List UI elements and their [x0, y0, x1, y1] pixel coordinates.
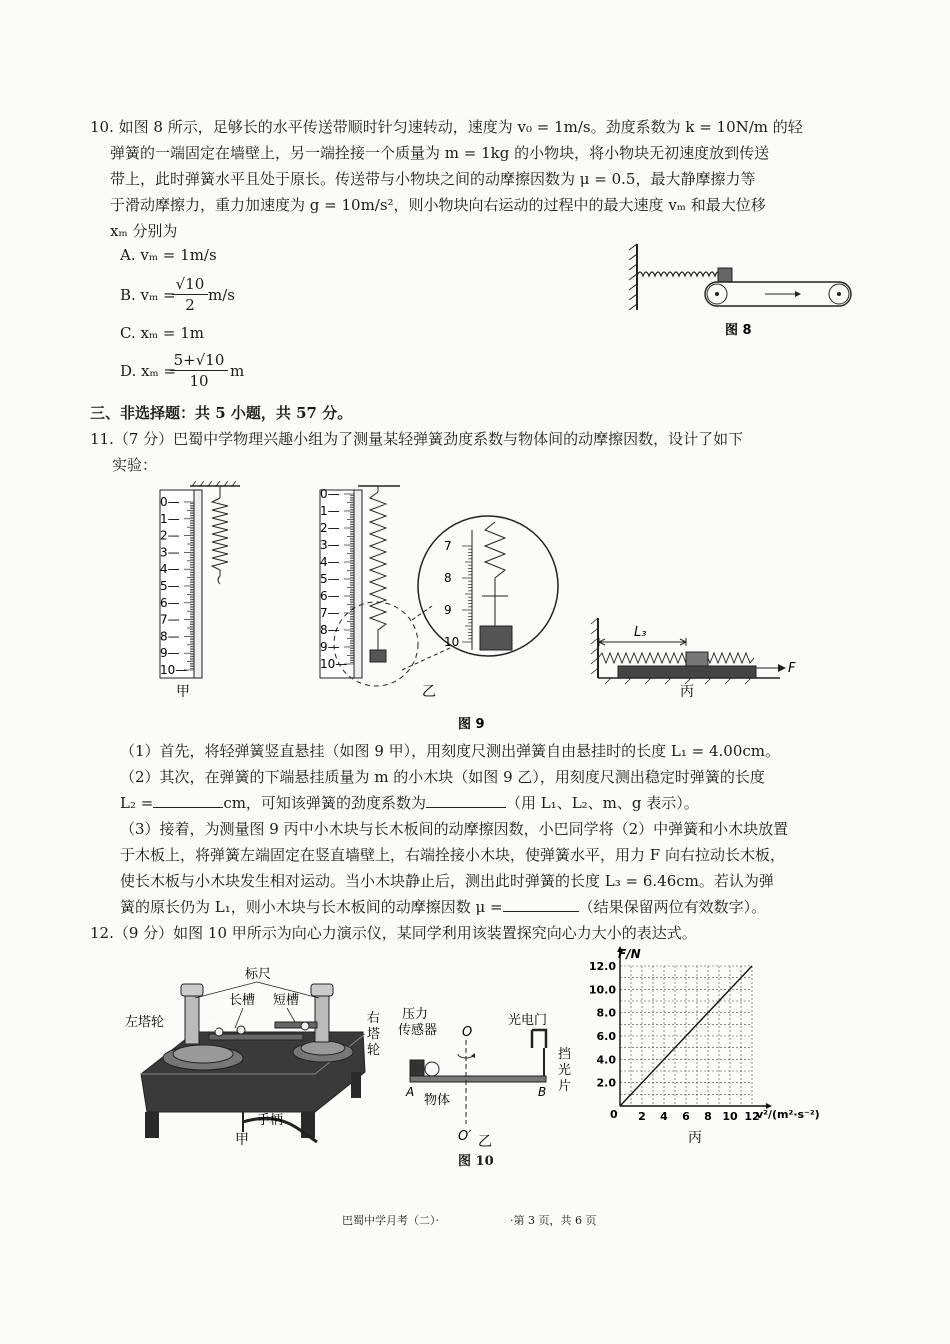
label-Oprime: O′ — [458, 1129, 472, 1144]
q11-part-3-d-1: 簧的原长仍为 L₁，则小木块与长木板间的动摩擦因数 μ = — [120, 898, 503, 916]
q11-part-2-b-1: L₂ = — [120, 794, 154, 812]
ruler-jia-label: 4— — [160, 562, 180, 577]
q10-option-b-numerator: √10 — [172, 274, 208, 295]
q10-option-b-fraction — [172, 274, 208, 315]
q10-option-d-numerator: 5+√10 — [170, 350, 228, 371]
q11-part-3-d — [120, 896, 766, 917]
ruler-jia-label: 5— — [160, 579, 180, 593]
q10-option-d-prefix: D. xₘ = — [120, 362, 177, 380]
ruler-yi-label: 5— — [320, 572, 340, 586]
chart-y-tick-label: 12.0 — [588, 960, 616, 973]
chart-xlabel: v²/(m²·s⁻²) — [756, 1108, 820, 1121]
long-board — [618, 666, 756, 678]
label-zuotalun: 左塔轮 — [125, 1015, 165, 1030]
q11-part-3-c: 使长木板与小木块发生相对运动。当小木块静止后，测出此时弹簧的长度 L₃ = 6.46cm。若认为弹 — [120, 872, 774, 890]
spring-bing — [598, 653, 754, 663]
ruler-jia-label: 3— — [160, 545, 180, 560]
block-yi — [370, 650, 386, 662]
ruler-yi-label: 8— — [320, 623, 340, 637]
ruler-yi-label: 9— — [320, 640, 340, 654]
q10-line-1: 10. 如图 8 所示，足够长的水平传送带顺时针匀速转动，速度为 v₀ = 1m/s。劲度系数为 k = 10N/m 的轻 — [90, 118, 803, 136]
ruler-zoom-label: 7 — [444, 539, 452, 553]
ruler-zoom — [444, 530, 472, 650]
label-jia: 甲 — [176, 684, 190, 700]
label-dang-1: 挡 — [558, 1047, 572, 1062]
ruler-jia-label: 2— — [160, 528, 180, 543]
chart-y-tick-label: 2.0 — [596, 1076, 616, 1090]
label-A: A — [209, 1019, 218, 1033]
q11-part-3-a: （3）接着，为测量图 9 丙中小木块与长木板间的动摩擦因数，小巴同学将（2）中弹簧和小木块放置 — [120, 820, 789, 838]
label-yali-2: 传感器 — [398, 1023, 438, 1038]
spring-yi — [370, 492, 386, 638]
figure-10-caption: 图 10 — [458, 1154, 494, 1169]
q11-intro-2: 实验： — [112, 456, 158, 474]
chart-x-tick-label: 2 — [638, 1110, 646, 1123]
block — [718, 268, 732, 282]
q10-option-b-denominator: 2 — [185, 296, 195, 314]
q12-intro: 12.（9 分）如图 10 甲所示为向心力演示仪，某同学利用该装置探究向心力大小的表达式。 — [90, 924, 697, 942]
q10-option-b-prefix: B. vₘ = — [120, 286, 176, 304]
q10-option-d-denominator: 10 — [189, 372, 209, 390]
block-bing — [686, 652, 708, 666]
label-youtalun-3: 轮 — [367, 1043, 381, 1058]
label-yi-10: 乙 — [478, 1134, 492, 1150]
q10-option-b-unit: m/s — [208, 286, 235, 304]
chart-x-tick-label: 6 — [682, 1110, 690, 1123]
figure-10-yi — [398, 1000, 588, 1150]
figure-10-jia — [125, 962, 385, 1152]
ruler-yi-label: 3— — [320, 538, 340, 552]
label-L3: L₃ — [634, 625, 647, 640]
spring — [637, 272, 721, 276]
label-A2: A — [406, 1085, 415, 1099]
figure-8 — [625, 238, 865, 338]
label-shoubing: 手柄 — [257, 1113, 284, 1128]
ruler-jia-label: 0— — [160, 495, 180, 509]
q10-option-c: C. xₘ = 1m — [120, 324, 205, 342]
ruler-jia-label: 8— — [160, 629, 180, 644]
answer-blank-L2[interactable] — [153, 793, 223, 808]
label-B: B — [227, 1019, 236, 1033]
figure-9 — [150, 478, 810, 734]
label-bing-10: 丙 — [688, 1130, 702, 1146]
label-biaochi: 标尺 — [245, 967, 272, 982]
label-yi: 乙 — [422, 684, 436, 700]
ruler-yi-label: 0— — [320, 487, 340, 501]
ruler-yi-label: 7— — [320, 606, 340, 620]
chart-y-tick-label: 4.0 — [596, 1053, 616, 1067]
footer-right: ·第 3 页，共 6 页 — [510, 1214, 597, 1227]
q11-intro-1: 11.（7 分）巴蜀中学物理兴趣小组为了测量某轻弹簧劲度系数与物体间的动摩擦因数，设计了如下 — [90, 430, 744, 448]
label-C: C — [293, 1009, 302, 1023]
chart-y-tick-label: 8.0 — [596, 1006, 616, 1020]
label-dang-2: 光 — [558, 1063, 572, 1078]
label-jia-10: 甲 — [235, 1132, 249, 1148]
figure-9-yi — [320, 486, 558, 700]
q11-part-2-a: （2）其次，在弹簧的下端悬挂质量为 m 的小木块（如图 9 乙），用刻度尺测出稳定时弹簧的长度 — [120, 768, 765, 786]
chart-y-tick-label: 10.0 — [588, 983, 616, 997]
q10-option-d-unit: m — [230, 362, 245, 380]
spring-zoom — [485, 522, 505, 590]
q11-part-1: （1）首先，将轻弹簧竖直悬挂（如图 9 甲），用刻度尺测出弹簧自由悬挂时的长度 L₁ = 4.00cm。 — [120, 742, 780, 760]
chart-origin-label: 0 — [610, 1108, 618, 1121]
q10-line-3: 带上，此时弹簧水平且处于原长。传送带与小物块之间的动摩擦因数为 μ = 0.5，最大静摩擦力等 — [110, 170, 756, 188]
label-wuti: 物体 — [424, 1093, 451, 1108]
ruler-jia-label: 6— — [160, 595, 180, 610]
q11-part-2-b — [120, 792, 699, 813]
ruler-zoom-label: 9 — [444, 603, 452, 617]
figure-9-jia — [160, 481, 240, 700]
ruler-jia-label: 10— — [160, 663, 188, 677]
q11-part-3-b: 于木板上，将弹簧左端固定在竖直墙壁上，右端拴接小木块，使弹簧水平，用力 F 向右拉动长木板， — [120, 846, 785, 864]
ruler-yi-label: 4— — [320, 555, 340, 569]
label-yali-1: 压力 — [402, 1007, 429, 1022]
q10-line-4: 于滑动摩擦力，重力加速度为 g = 10m/s²，则小物块向右运动的过程中的最大速度 vₘ 和最大位移 — [110, 196, 766, 214]
q10-line-5: xₘ 分别为 — [110, 222, 178, 240]
chart-x-tick-label: 8 — [704, 1110, 712, 1123]
ruler-yi-label: 10— — [320, 657, 348, 671]
figure-9-bing — [591, 618, 796, 700]
label-force: F — [788, 661, 796, 676]
spring-jia — [212, 498, 228, 576]
label-bing: 丙 — [680, 684, 694, 700]
block-zoom — [480, 626, 512, 650]
ruler-yi-label: 1— — [320, 504, 340, 518]
ruler-zoom-label: 10 — [444, 635, 460, 649]
chart-ylabel: F/N — [618, 947, 641, 961]
ruler-zoom-label: 8 — [444, 571, 452, 585]
q10-line-2: 弹簧的一端固定在墙壁上，另一端拴接一个质量为 m = 1kg 的小物块，将小物块无初速度放到传送 — [110, 144, 770, 162]
ruler-jia-label: 7— — [160, 612, 180, 627]
chart-x-tick-label: 10 — [722, 1110, 738, 1123]
label-changcao: 长槽 — [229, 993, 256, 1008]
q10-option-a: A. vₘ = 1m/s — [120, 246, 217, 264]
q11-part-3-d-2: （结果保留两位有效数字）。 — [578, 898, 767, 916]
label-duancao: 短槽 — [273, 993, 300, 1008]
q11-part-2-b-2: cm，可知该弹簧的劲度系数为 — [223, 794, 426, 812]
q10-option-d-fraction — [170, 350, 228, 391]
ruler-jia-label: 9— — [160, 646, 180, 661]
q11-part-2-b-3: （用 L₁、L₂、m、g 表示）。 — [505, 794, 699, 812]
label-youtalun-2: 塔 — [367, 1027, 381, 1042]
chart-y-tick-label: 6.0 — [596, 1030, 616, 1043]
ruler-yi-label: 2— — [320, 521, 340, 535]
label-guangdianmen: 光电门 — [508, 1013, 548, 1028]
figure-8-caption: 图 8 — [725, 323, 752, 338]
answer-blank-k[interactable] — [426, 793, 506, 808]
label-O: O — [462, 1025, 473, 1040]
footer-left: 巴蜀中学月考（二）· — [342, 1214, 439, 1227]
chart-x-tick-label: 12 — [744, 1110, 760, 1123]
answer-blank-mu[interactable] — [503, 897, 579, 912]
figure-10-bing-chart — [588, 946, 828, 1146]
ruler-yi-label: 6— — [320, 589, 340, 603]
ruler-jia-label: 1— — [160, 511, 180, 526]
label-B2: B — [538, 1085, 547, 1099]
section-3-heading: 三、非选择题：共 5 小题，共 57 分。 — [90, 404, 353, 422]
label-youtalun-1: 右 — [367, 1011, 381, 1026]
figure-9-caption: 图 9 — [458, 717, 485, 732]
label-dang-3: 片 — [558, 1079, 572, 1094]
chart-x-tick-label: 4 — [660, 1110, 668, 1123]
